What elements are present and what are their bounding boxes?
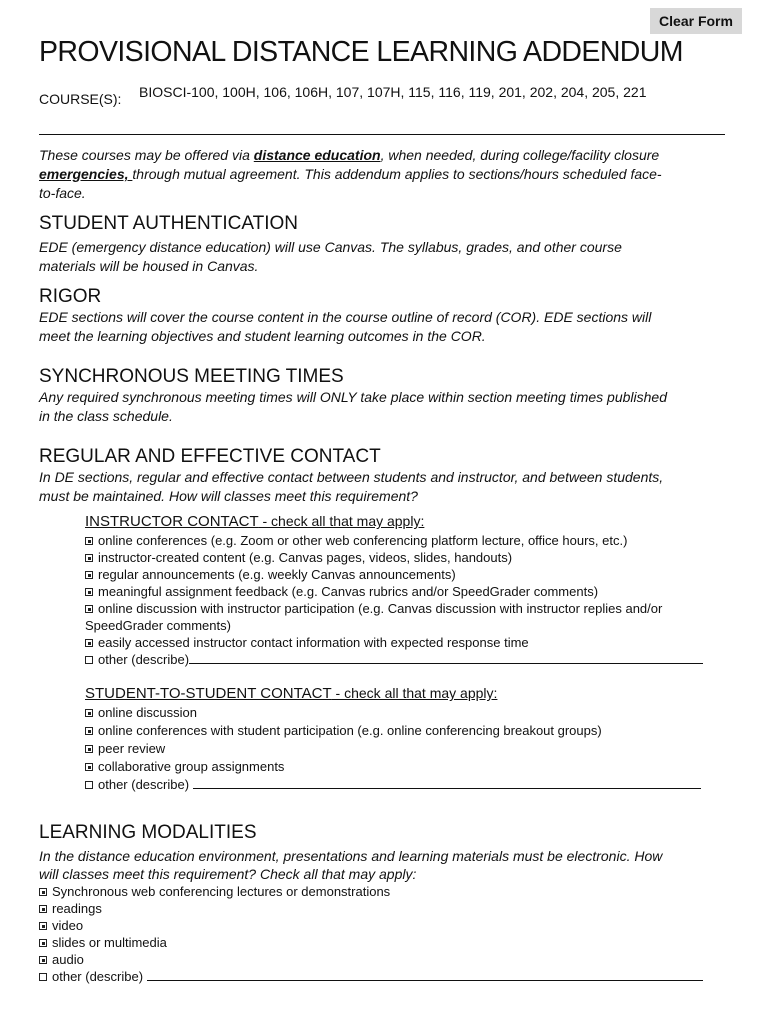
modality-option-audio[interactable]: audio xyxy=(39,951,703,968)
instructor-option-contact-info[interactable]: easily accessed instructor contact information with expected response time xyxy=(85,634,703,651)
checkbox-checked-icon[interactable] xyxy=(39,888,47,896)
checkbox-checked-icon[interactable] xyxy=(85,571,93,579)
student-option-conferences[interactable]: online conferences with student participation (e.g. online conferencing breakout groups) xyxy=(85,722,701,740)
checkbox-checked-icon[interactable] xyxy=(85,763,93,771)
student-option-discussion[interactable]: online discussion xyxy=(85,704,701,722)
checkbox-empty-icon[interactable] xyxy=(85,781,93,789)
checkbox-checked-icon[interactable] xyxy=(85,745,93,753)
modality-option-readings[interactable]: readings xyxy=(39,900,703,917)
instructor-option-announcements[interactable]: regular announcements (e.g. weekly Canvas announcements) xyxy=(85,566,703,583)
course-label: COURSE(S): xyxy=(39,91,122,107)
checkbox-checked-icon[interactable] xyxy=(85,605,93,613)
rec-heading: REGULAR AND EFFECTIVE CONTACT xyxy=(39,446,381,467)
checkbox-checked-icon[interactable] xyxy=(85,588,93,596)
instructor-option-conferences[interactable]: online conferences (e.g. Zoom or other web conferencing platform lecture, office hours, etc.) xyxy=(85,532,703,549)
checkbox-checked-icon[interactable] xyxy=(39,939,47,947)
page-title: PROVISIONAL DISTANCE LEARNING ADDENDUM xyxy=(39,36,683,68)
modality-option-sync[interactable]: Synchronous web conferencing lectures or demonstrations xyxy=(39,883,703,900)
modality-option-slides[interactable]: slides or multimedia xyxy=(39,934,703,951)
checkbox-checked-icon[interactable] xyxy=(85,537,93,545)
other-describe-field[interactable] xyxy=(193,776,701,789)
sync-heading: SYNCHRONOUS MEETING TIMES xyxy=(39,366,344,387)
instructor-option-content[interactable]: instructor-created content (e.g. Canvas pages, videos, slides, handouts) xyxy=(85,549,703,566)
checkbox-checked-icon[interactable] xyxy=(85,727,93,735)
rigor-text: EDE sections will cover the course content in the course outline of record (COR). EDE sections will meet the learning objectives and student learning outcomes in the COR. xyxy=(39,309,652,344)
other-describe-field[interactable] xyxy=(189,651,703,664)
modality-option-video[interactable]: video xyxy=(39,917,703,934)
other-describe-field[interactable] xyxy=(147,968,703,981)
emergencies-link: emergencies, xyxy=(39,166,133,182)
modalities-list xyxy=(39,883,703,985)
student-option-other[interactable]: other (describe) xyxy=(85,776,701,794)
student-contact-heading: STUDENT-TO-STUDENT CONTACT - check all that may apply: xyxy=(85,685,498,702)
instructor-contact-list xyxy=(85,532,703,668)
student-option-peer-review[interactable]: peer review xyxy=(85,740,701,758)
checkbox-checked-icon[interactable] xyxy=(85,554,93,562)
auth-text: EDE (emergency distance education) will use Canvas. The syllabus, grades, and other course materials will be housed in Canvas. xyxy=(39,239,622,274)
instructor-option-feedback[interactable]: meaningful assignment feedback (e.g. Canvas rubrics and/or SpeedGrader comments) xyxy=(85,583,703,600)
intro-paragraph: These courses may be offered via distance education, when needed, during college/facility closure emergencies, through mutual agreement. This addendum applies to sections/hours scheduled face- to-face. xyxy=(39,147,662,201)
checkbox-checked-icon[interactable] xyxy=(39,922,47,930)
modalities-text: In the distance education environment, presentations and learning materials must be electronic. How will classes meet this requirement? Check all that may apply: xyxy=(39,848,663,882)
course-field[interactable]: BIOSCI-100, 100H, 106, 106H, 107, 107H, 115, 116, 119, 201, 202, 204, 205, 221 xyxy=(139,84,647,100)
divider xyxy=(39,134,725,135)
rigor-heading: RIGOR xyxy=(39,286,102,307)
student-option-group[interactable]: collaborative group assignments xyxy=(85,758,701,776)
checkbox-empty-icon[interactable] xyxy=(85,656,93,664)
auth-heading: STUDENT AUTHENTICATION xyxy=(39,213,298,234)
checkbox-checked-icon[interactable] xyxy=(39,956,47,964)
clear-form-button[interactable]: Clear Form xyxy=(650,8,742,34)
checkbox-checked-icon[interactable] xyxy=(39,905,47,913)
student-contact-list xyxy=(85,704,701,794)
checkbox-checked-icon[interactable] xyxy=(85,709,93,717)
rec-text: In DE sections, regular and effective contact between students and instructor, and between students, must be maintained. How will classes meet this requirement? xyxy=(39,469,664,504)
checkbox-checked-icon[interactable] xyxy=(85,639,93,647)
instructor-contact-heading: INSTRUCTOR CONTACT - check all that may apply: xyxy=(85,513,425,530)
modality-option-other[interactable]: other (describe) xyxy=(39,968,703,985)
sync-text: Any required synchronous meeting times will ONLY take place within section meeting times published in the class schedule. xyxy=(39,389,667,424)
distance-education-link: distance education xyxy=(253,147,381,163)
checkbox-empty-icon[interactable] xyxy=(39,973,47,981)
instructor-option-other[interactable]: other (describe) xyxy=(85,651,703,668)
modalities-heading: LEARNING MODALITIES xyxy=(39,822,257,843)
instructor-option-discussion[interactable]: online discussion with instructor participation (e.g. Canvas discussion with instructor replies and/or xyxy=(85,600,703,617)
instructor-option-discussion-cont: SpeedGrader comments) xyxy=(85,618,231,633)
